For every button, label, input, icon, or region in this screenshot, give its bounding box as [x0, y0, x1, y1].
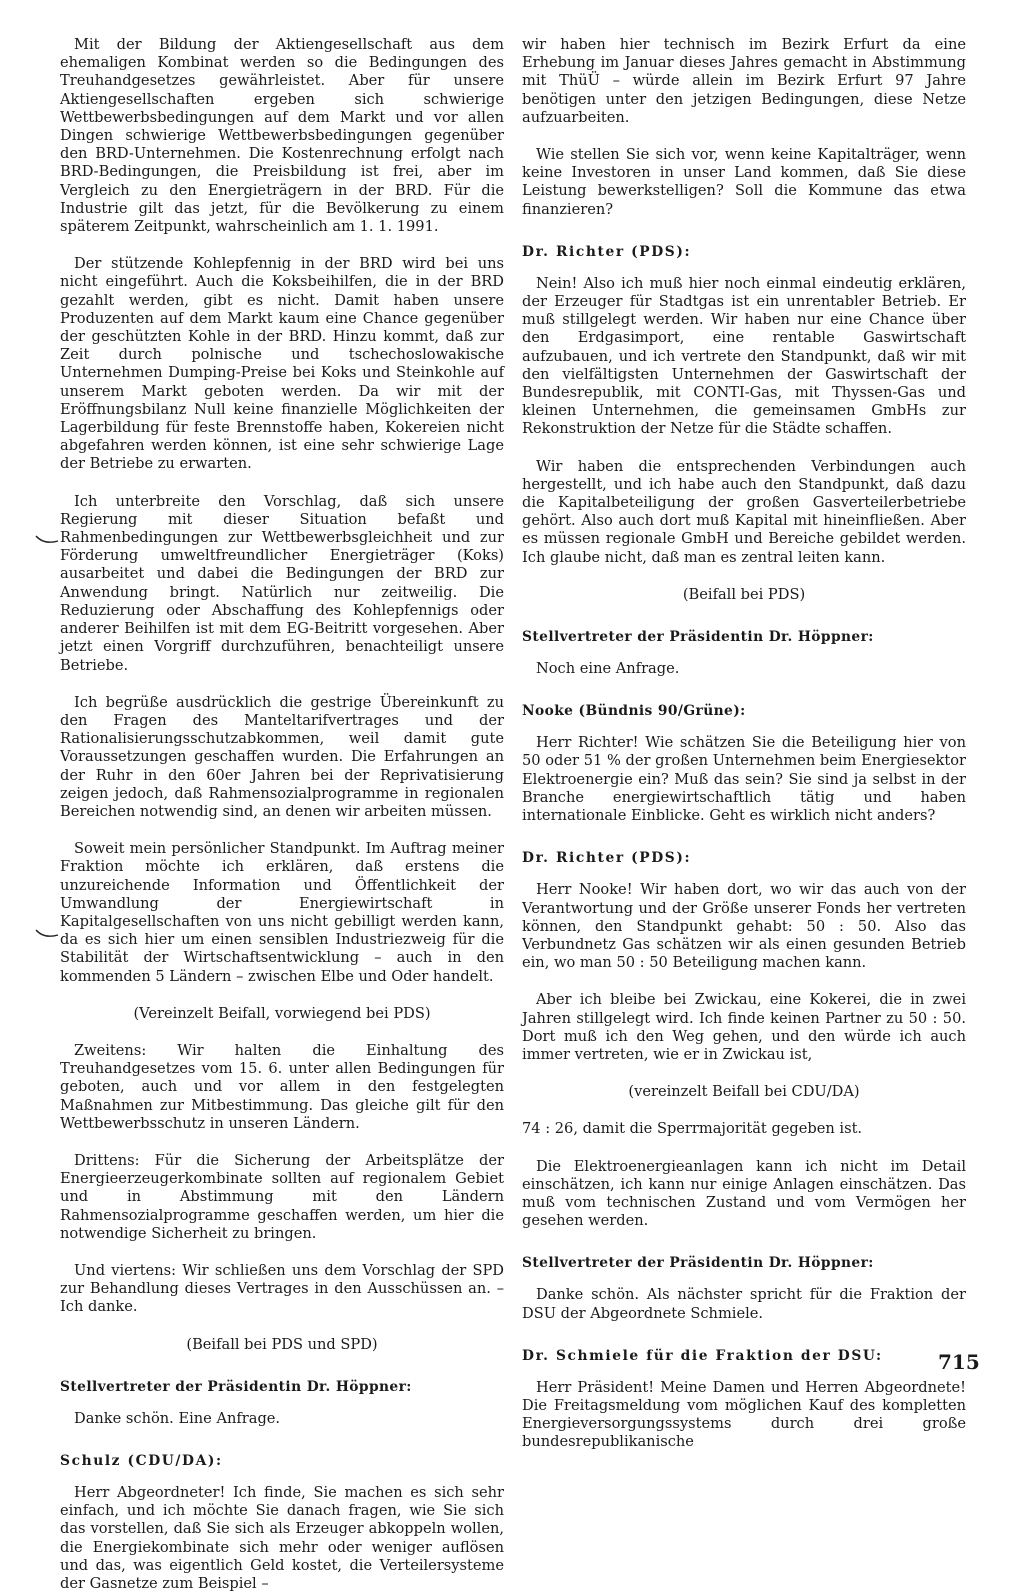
- margin-pen-mark: [34, 926, 60, 940]
- speaker-heading: Dr. Richter (PDS):: [522, 850, 692, 867]
- paragraph: Noch eine Anfrage.: [536, 660, 680, 678]
- paragraph: Danke schön. Eine Anfrage.: [74, 1409, 281, 1427]
- paragraph: wir haben hier technisch im Bezirk Erfurt da eine Erhebung im Januar dieses Jahres gemacht in Abstimmung mit ThüÜ – würde allein im Bezirk Erfurt 97 Jahre benötigen unter den jetzigen Bedingungen, diese Netze aufzuarbeiten.: [522, 36, 966, 126]
- left-column: [60, 36, 504, 1593]
- paragraph: Aber ich bleibe bei Zwickau, eine Kokerei, die in zwei Jahren stillgelegt wird. Ich finde keinen Partner zu 50 : 50. Dort muß ich den Weg gehen, und den würde ich auch immer vertreten, wie er in Zwickau ist,: [522, 991, 966, 1063]
- speaker-heading: Nooke (Bündnis 90/Grüne):: [522, 703, 746, 720]
- paragraph: Ich begrüße ausdrücklich die gestrige Übereinkunft zu den Fragen des Manteltarifvertrages und der Rationalisierungsschutzabkommen, weil damit gute Voraussetzungen geschaffen wurden. Die Erfahrungen an der Ruhr in den 60er Jahren bei der Reprivatisierung zeigen jedoch, daß Rahmensozialprogramme in regionalen Bereichen notwendig sind, an denen wir arbeiten müssen.: [60, 693, 504, 820]
- paragraph: Wie stellen Sie sich vor, wenn keine Kapitalträger, wenn keine Investoren in unser Land kommen, daß Sie diese Leistung bewerkstelligen? Soll die Kommune das etwa finanzieren?: [522, 146, 966, 218]
- paragraph: Drittens: Für die Sicherung der Arbeitsplätze der Energieerzeugerkombinate sollten auf regionalem Gebiet und in Abstimmung mit den Ländern Rahmensozialprogramme geschaffen werden, um hier die notwendige Sicherheit zu bringen.: [60, 1151, 504, 1242]
- speaker-heading: Stellvertreter der Präsidentin Dr. Höppner:: [60, 1378, 412, 1395]
- paragraph: Danke schön. Als nächster spricht für die Fraktion der DSU der Abgeordnete Schmiele.: [522, 1286, 966, 1322]
- applause-note: (vereinzelt Beifall bei CDU/DA): [628, 1083, 860, 1101]
- applause-note: (Vereinzelt Beifall, vorwiegend bei PDS): [133, 1004, 431, 1022]
- speaker-heading: Stellvertreter der Präsidentin Dr. Höppner:: [522, 1255, 874, 1272]
- paragraph: Zweitens: Wir halten die Einhaltung des Treuhandgesetzes vom 15. 6. unter allen Bedingungen für geboten, auch und vor allem in den festgelegten Maßnahmen zur Mitbestimmung. Das gleiche gilt für den Wettbewerbsschutz in unseren Ländern.: [60, 1041, 504, 1132]
- paragraph: Herr Abgeordneter! Ich finde, Sie machen es sich sehr einfach, und ich möchte Sie danach fragen, wie Sie sich das vorstellen, daß Sie sich als Erzeuger abkoppeln wollen, die Energiekombinate sich mehr oder weniger auflösen und das, was eigentlich Geld kostet, die Verteilersysteme der Gasnetze zum Beispiel –: [60, 1484, 504, 1593]
- paragraph: Herr Nooke! Wir haben dort, wo wir das auch von der Verantwortung und der Größe unserer Fonds her vertreten können, den Standpunkt gehabt: 50 : 50. Also das Verbundnetz Gas schätzen wir als einen gesunden Betrieb ein, wo man 50 : 50 Beteiligung machen kann.: [522, 881, 966, 972]
- paragraph: Soweit mein persönlicher Standpunkt. Im Auftrag meiner Fraktion möchte ich erklären, daß erstens die unzureichende Information und Öffentlichkeit der Umwandlung der Energiewirtschaft in Kapitalgesellschaften von uns nicht gebilligt werden kann, da es sich hier um einen sensiblen Industriezweig für die Stabilität der Wirtschaftsentwicklung – auch in den kommenden 5 Ländern – zwischen Elbe und Oder handelt.: [60, 840, 504, 985]
- paragraph: Die Elektroenergieanlagen kann ich nicht im Detail einschätzen, ich kann nur einige Anlagen einschätzen. Das muß vom technischen Zustand und vom Vermögen her gesehen werden.: [522, 1157, 966, 1230]
- paragraph: Ich unterbreite den Vorschlag, daß sich unsere Regierung mit dieser Situation befaßt und Rahmenbedingungen zur Wettbewerbsgleichheit und zur Förderung umweltfreundlicher Energieträger (Koks) ausarbeitet und dabei die Bedingungen der BRD zur Anwendung bringt. Natürlich nur zeitweilig. Die Reduzierung oder Abschaffung des Kohlepfennigs oder anderer Beihilfen ist mit dem EG-Beitritt vorgesehen. Aber jetzt einen Vorgriff durchzuführen, benachteiligt unsere Betriebe.: [60, 492, 504, 674]
- paragraph: Der stützende Kohlepfennig in der BRD wird bei uns nicht eingeführt. Auch die Koksbeihilfen, die in der BRD gezahlt werden, gibt es nicht. Damit haben unsere Produzenten auf dem Markt kaum eine Chance gegenüber der geschützten Kohle in der BRD. Hinzu kommt, daß zur Zeit durch polnische und tschechoslowakische Unternehmen Dumping-Preise bei Koks und Steinkohle auf unserem Markt geboten werden. Da wir mit der Eröffnungsbilanz Null keine finanzielle Möglichkeiten der Lagerbildung für feste Brennstoffe haben, Kokereien nicht abgefahren werden können, ist eine sehr schwierige Lage der Betriebe zu erwarten.: [60, 255, 504, 473]
- paragraph: Wir haben die entsprechenden Verbindungen auch hergestellt, und ich habe auch den Standpunkt, daß dazu die Kapitalbeteiligung der großen Gasverteilerbetriebe gehört. Also auch dort muß Kapital mit hineinfließen. Aber es müssen regionale GmbH und Bereiche gebildet werden. Ich glaube nicht, daß man es zentral leiten kann.: [522, 457, 966, 566]
- applause-note: (Beifall bei PDS und SPD): [186, 1335, 378, 1353]
- speaker-heading: Dr. Richter (PDS):: [522, 243, 692, 260]
- paragraph: Nein! Also ich muß hier noch einmal eindeutig erklären, der Erzeuger für Stadtgas ist ein unrentabler Betrieb. Er muß stillgelegt werden. Wir haben nur eine Chance über den Erdgasimport, eine rentable Gaswirtschaft aufzubauen, und ich vertrete den Standpunkt, daß wir mit den vielfältigsten Unternehmen der Gaswirtschaft der Bundesrepublik, mit CONTI-Gas, mit Thyssen-Gas und kleinen Unternehmen, die gemeinsamen GmbHs zur Rekonstruktion der Netze für die Städte schaffen.: [522, 274, 966, 438]
- right-column: [522, 36, 966, 1452]
- margin-pen-mark: [34, 532, 60, 546]
- speaker-heading: Dr. Schmiele für die Fraktion der DSU:: [522, 1347, 883, 1364]
- paragraph: Herr Präsident! Meine Damen und Herren Abgeordnete! Die Freitagsmeldung vom möglichen Kauf des kompletten Energieversorgungssystems durch drei große bundesrepublikanische: [522, 1378, 966, 1451]
- page-number: 715: [938, 1350, 980, 1374]
- speaker-heading: Stellvertreter der Präsidentin Dr. Höppner:: [522, 629, 874, 646]
- paragraph: 74 : 26, damit die Sperrmajorität gegeben ist.: [522, 1120, 863, 1138]
- paragraph: Und viertens: Wir schließen uns dem Vorschlag der SPD zur Behandlung dieses Vertrages in den Ausschüssen an. – Ich danke.: [60, 1261, 504, 1316]
- speaker-heading: Schulz (CDU/DA):: [60, 1453, 223, 1469]
- paragraph: Mit der Bildung der Aktiengesellschaft aus dem ehemaligen Kombinat werden so die Bedingungen des Treuhandgesetzes gewährleistet. Aber für unsere Aktiengesellschaften ergeben sich schwierige Wettbewerbsbedingungen auf dem Markt und vor allen Dingen schwierige Wettbewerbsbedingungen gegenüber den BRD-Unternehmen. Die Kostenrechnung erfolgt nach BRD-Bedingungen, die Preisbildung ist frei, aber im Vergleich zu den Energieträgern in der BRD. Für die Industrie gilt das jetzt, für die Bevölkerung zu einem späterem Zeitpunkt, wahrscheinlich am 1. 1. 1991.: [60, 36, 504, 236]
- paragraph: Herr Richter! Wie schätzen Sie die Beteiligung hier von 50 oder 51 % der großen Unternehmen beim Energiesektor Elektroenergie ein? Muß das sein? Sie sind ja selbst in der Branche energiewirtschaftlich tätig und haben internationale Einblicke. Geht es wirklich nicht anders?: [522, 734, 966, 825]
- applause-note: (Beifall bei PDS): [682, 585, 806, 603]
